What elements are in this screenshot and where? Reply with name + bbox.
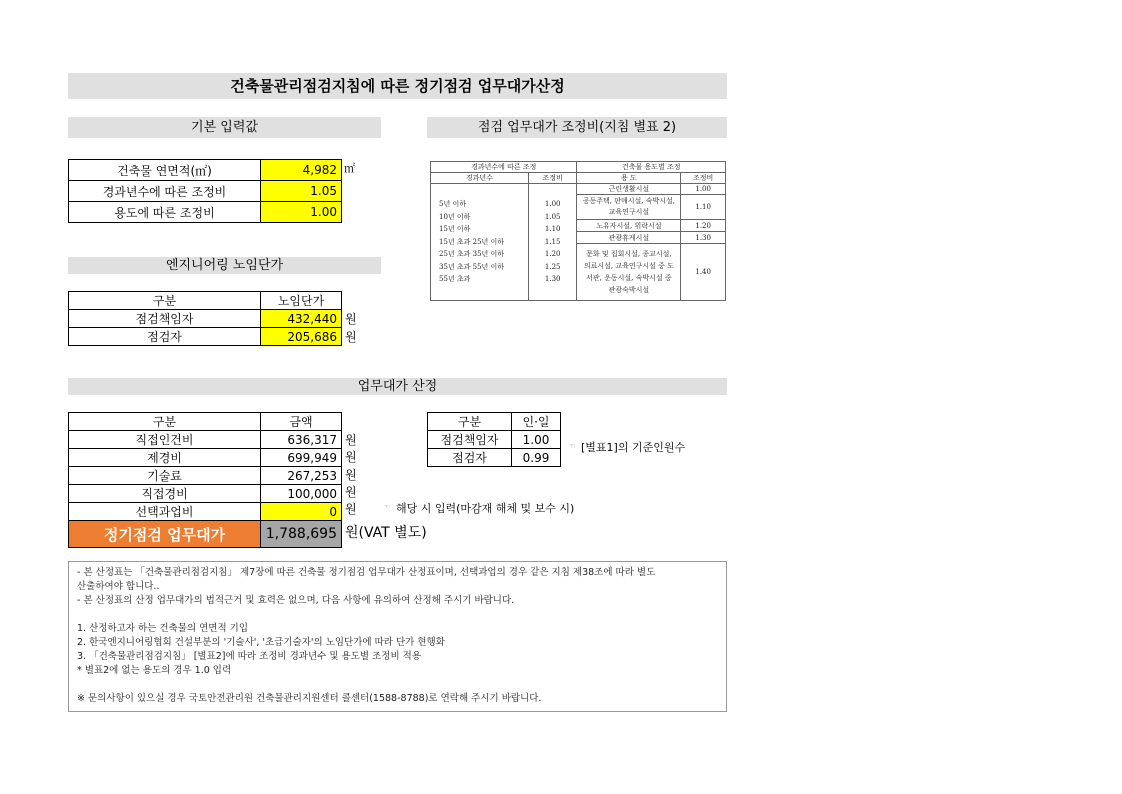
total-label: 정기점검 업무대가: [69, 521, 261, 548]
ref-year: 15년 이하: [439, 225, 471, 234]
manday-value: 0.99: [512, 449, 561, 467]
notes-box: [68, 561, 727, 712]
table-row: [69, 160, 360, 181]
ref-use-rate: 1.20: [681, 220, 726, 232]
ref-use: 근린생활시설: [577, 184, 681, 195]
ref-rate: 1.20: [544, 250, 561, 259]
calculation-table: [68, 412, 342, 548]
pointing-hand-icon: ☜: [384, 503, 391, 511]
manday-value: 1.00: [512, 431, 561, 449]
optional-task-input[interactable]: 0: [261, 503, 342, 521]
ref-head-right: 건축물 용도별 조정: [577, 162, 726, 173]
column-header: 구분: [428, 413, 512, 431]
won-unit: 원: [345, 502, 357, 516]
ref-use: 노유자시설, 위락시설: [577, 220, 681, 232]
note-line: ※ 문의사항이 있으실 경우 국토안전관리원 건축물관리지원센터 콜센터(1588-8788)로 연락해 주시기 바랍니다.: [77, 693, 542, 704]
table-row: [69, 310, 371, 328]
use-factor-input[interactable]: 1.00: [261, 202, 342, 223]
table-header-row: [428, 413, 561, 431]
ref-use-rate: 1.00: [681, 184, 726, 195]
age-factor-input[interactable]: 1.05: [261, 181, 342, 202]
manday-label: 점검자: [428, 449, 512, 467]
ref-year: 10년 이하: [439, 212, 471, 221]
inspector-rate-input[interactable]: 205,686: [261, 328, 342, 346]
calc-value: 267,253: [261, 467, 342, 485]
pointing-hand-icon: ☜: [569, 442, 576, 450]
won-unit: 원: [345, 468, 357, 482]
ref-year: 35년 초과 55년 이하: [439, 262, 505, 271]
table-row: [69, 485, 342, 503]
ref-rate: 1.30: [544, 275, 561, 284]
table-row: [69, 503, 342, 521]
column-header: 구분: [69, 292, 261, 310]
floor-area-input[interactable]: 4,982: [261, 160, 342, 181]
labor-label: 점검책임자: [69, 310, 261, 328]
labor-rate-table: [68, 291, 371, 346]
calc-value: 699,949: [261, 449, 342, 467]
ref-rate: 1.00: [544, 200, 561, 209]
note-line: 1. 산정하고자 하는 건축물의 연면적 기입: [77, 623, 248, 634]
basic-label: 경과년수에 따른 조정비: [69, 181, 261, 202]
ref-year: 55년 초과: [439, 275, 471, 284]
manday-table: [427, 412, 561, 467]
page-title: 건축물관리점검지침에 따른 정기점검 업무대가산정: [68, 73, 727, 99]
ref-use-rate: 1.40: [681, 244, 726, 301]
chief-rate-input[interactable]: 432,440: [261, 310, 342, 328]
ref-year: 5년 이하: [439, 200, 466, 209]
note-line: [77, 608, 718, 622]
ref-sub: 용 도: [577, 173, 681, 184]
column-header: 구분: [69, 413, 261, 431]
table-header-row: [69, 292, 371, 310]
total-value: 1,788,695: [261, 521, 342, 548]
won-unit: 원: [345, 312, 357, 326]
optional-task-note: 해당 시 입력(마감재 해체 및 보수 시): [396, 502, 575, 515]
note-line: 3. 「건축물관리점검지침」 [별표2]에 따라 조정비 경과년수 및 용도별 조정비 적용: [77, 651, 422, 662]
manday-note: [별표1]의 기준인원수: [581, 441, 686, 454]
calc-label: 기술료: [69, 467, 261, 485]
calc-label: 직접인건비: [69, 431, 261, 449]
note-line: 2. 한국엔지니어링협회 건설부분의 '기술사', '초급기술자'의 노임단가에 따라 단가 현행화: [77, 637, 445, 648]
ref-use: 문화 및 집회시설, 종교시설, 의료시설, 교육연구시설 중 도서관, 운동시설, 숙박시설 중 관광숙박시설: [577, 244, 681, 301]
table-row: [69, 328, 371, 346]
note-line: - 본 산정표는 「건축물관리점검지침」 제7장에 따른 건축물 정기점검 업무대가 산정표이며, 선택과업의 경우 같은 지침 제38조에 따라 별도: [77, 567, 656, 578]
manday-label: 점검책임자: [428, 431, 512, 449]
ref-use-rate: 1.30: [681, 232, 726, 244]
total-row: [69, 521, 342, 548]
adjustment-reference-table: [430, 161, 726, 301]
ref-rate: 1.25: [544, 262, 561, 271]
ref-year-rates-cell: [528, 184, 577, 301]
table-row: [428, 449, 561, 467]
ref-head-left: 경과년수에 따른 조정: [431, 162, 577, 173]
basic-label: 건축물 연면적(㎡): [69, 160, 261, 181]
calc-label: 직접경비: [69, 485, 261, 503]
ref-use: 관광휴게시설: [577, 232, 681, 244]
note-line: - 본 산정표의 산정 업무대가의 법적근거 및 효력은 없으며, 다음 사항에 유의하여 산정해 주시기 바랍니다.: [77, 595, 515, 606]
table-row: [69, 467, 342, 485]
unit-empty: [342, 181, 360, 202]
unit-empty: [342, 292, 371, 310]
total-unit: 원(VAT 별도): [345, 525, 427, 541]
won-unit: 원: [345, 330, 357, 344]
basic-label: 용도에 따른 조정비: [69, 202, 261, 223]
ref-rate: 1.10: [544, 225, 561, 234]
calc-value: 100,000: [261, 485, 342, 503]
ref-sub: 조정비: [528, 173, 577, 184]
table-row: [69, 431, 342, 449]
table-row: [428, 431, 561, 449]
table-header-row: [69, 413, 342, 431]
section-adjustment: 점검 업무대가 조정비(지침 별표 2): [427, 117, 727, 138]
section-basic-input: 기본 입력값: [68, 117, 381, 138]
ref-sub: 조정비: [681, 173, 726, 184]
column-header: 노임단가: [261, 292, 342, 310]
section-calculation: 업무대가 산정: [68, 378, 727, 395]
basic-input-table: [68, 159, 360, 223]
calc-label: 제경비: [69, 449, 261, 467]
ref-rate: 1.15: [544, 237, 561, 246]
unit-empty: [342, 202, 360, 223]
column-header: 금액: [261, 413, 342, 431]
ref-year: 15년 초과 25년 이하: [439, 237, 505, 246]
ref-year: 25년 초과 35년 이하: [439, 250, 505, 259]
ref-use-rate: 1.10: [681, 195, 726, 220]
labor-label: 점검자: [69, 328, 261, 346]
calc-value: 636,317: [261, 431, 342, 449]
table-row: [69, 449, 342, 467]
calc-label: 선택과업비: [69, 503, 261, 521]
ref-use: 공동주택, 판매시설, 숙박시설, 교육연구시설: [577, 195, 681, 220]
section-labor-rate: 엔지니어링 노임단가: [68, 257, 381, 274]
area-unit: ㎡: [344, 161, 355, 175]
ref-rate: 1.05: [544, 212, 561, 221]
ref-sub: 경과년수: [431, 173, 529, 184]
won-unit: 원: [345, 485, 357, 499]
table-row: [69, 202, 360, 223]
won-unit: 원: [345, 450, 357, 464]
won-unit: 원: [345, 433, 357, 447]
column-header: 인·일: [512, 413, 561, 431]
ref-years-cell: [431, 184, 529, 301]
note-line: 산출하여야 합니다..: [77, 581, 160, 592]
table-row: [69, 181, 360, 202]
note-line: [77, 678, 718, 692]
note-line: * 별표2에 없는 용도의 경우 1.0 입력: [77, 665, 232, 676]
